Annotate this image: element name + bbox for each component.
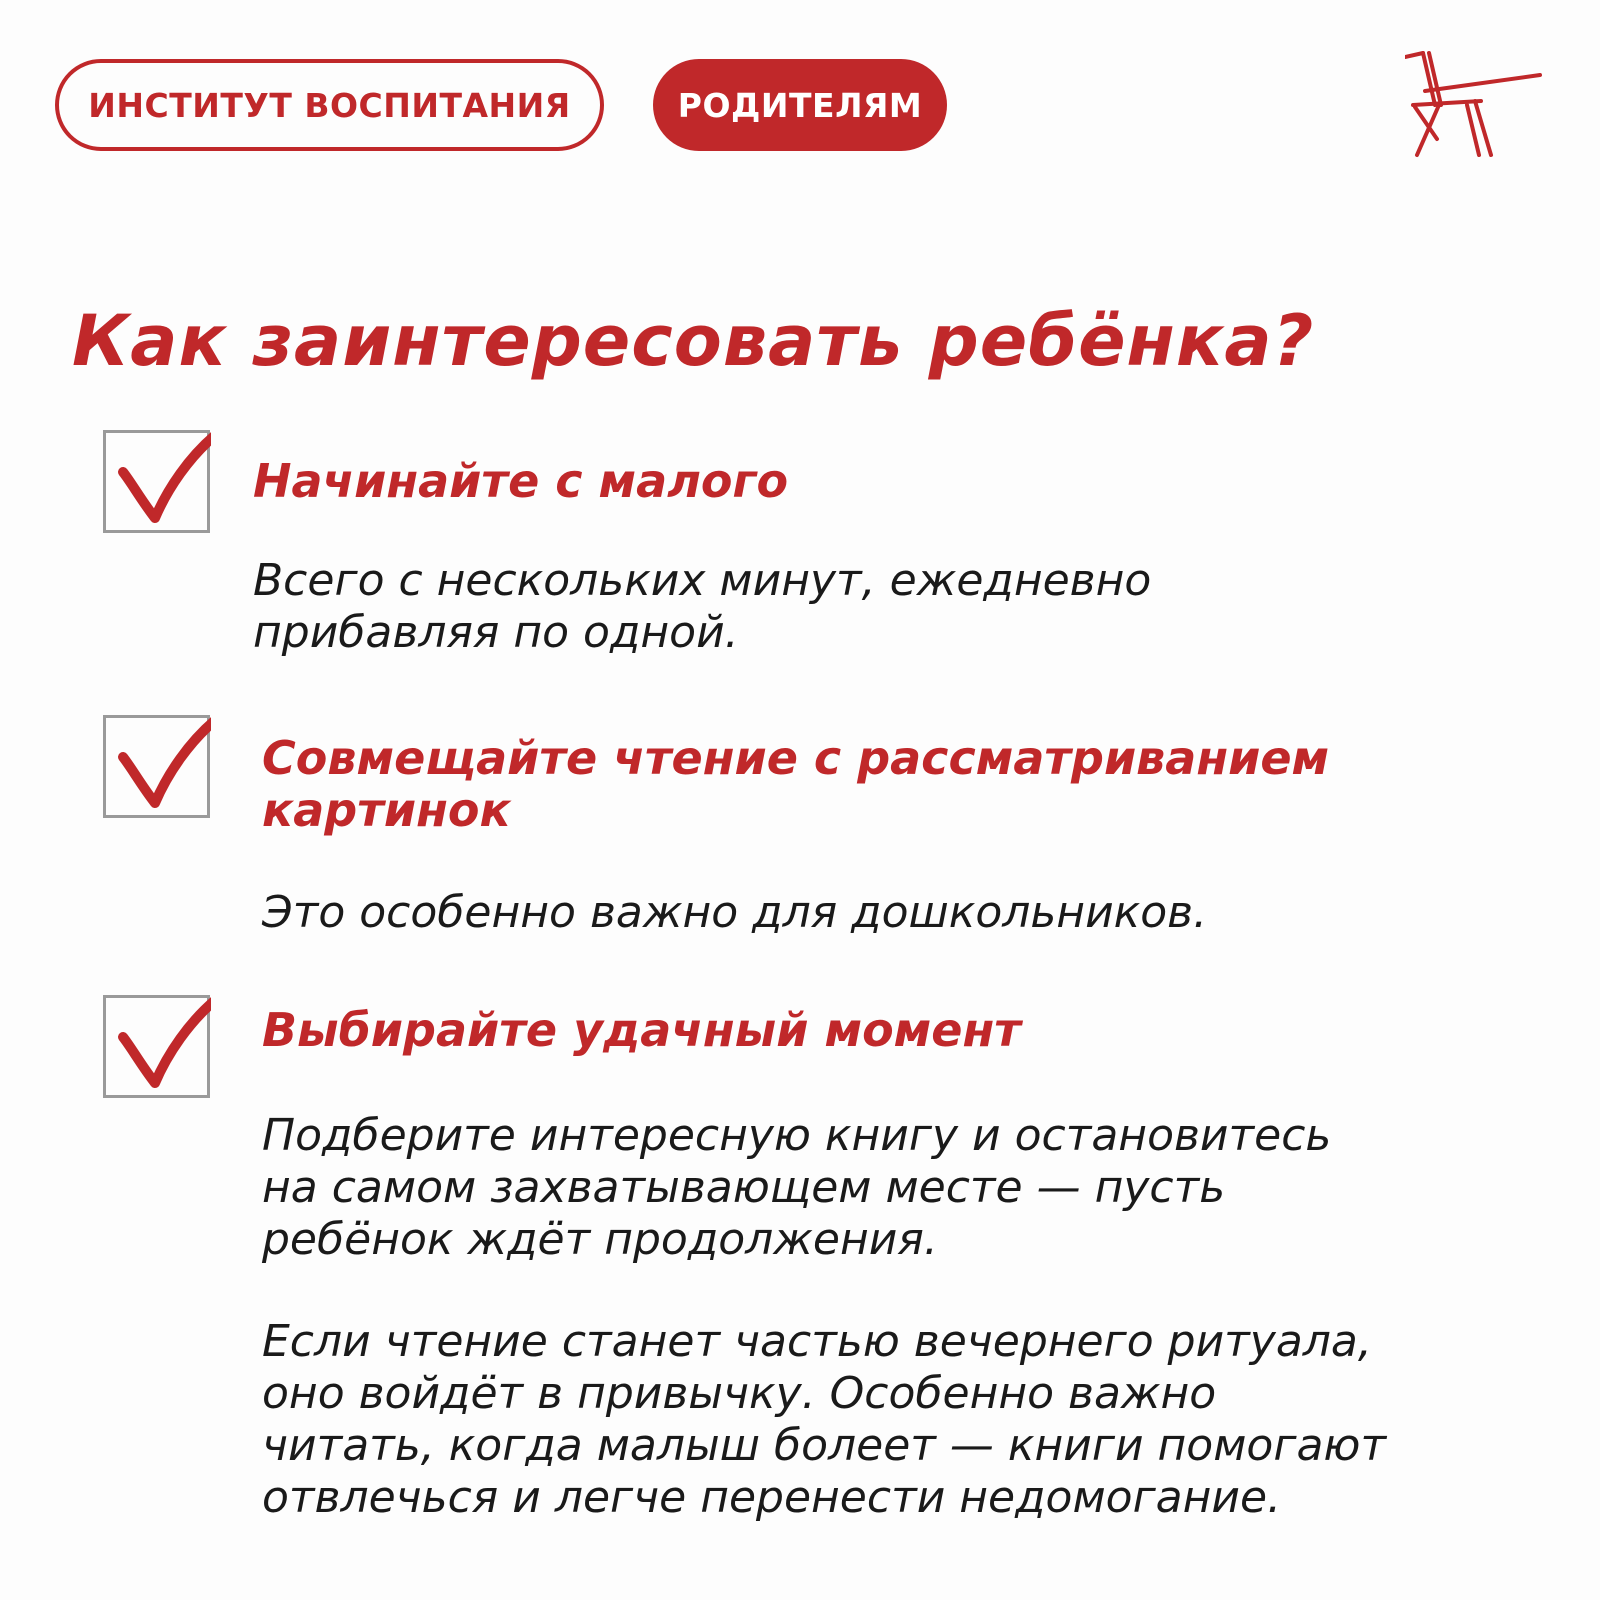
tip-text-pictures: Это особенно важно для дошкольников.: [262, 887, 1208, 938]
checkbox-checked-icon: [103, 715, 211, 819]
checkbox-checked-icon: [103, 995, 211, 1099]
parents-category-badge[interactable]: РОДИТЕЛЯМ: [653, 59, 947, 151]
checkbox-checked-icon: [103, 430, 211, 534]
page-title: Как заинтересовать ребёнка?: [72, 300, 1315, 382]
tip-title-good-moment: Выбирайте удачный момент: [262, 1003, 1021, 1057]
institute-label[interactable]: ИНСТИТУТ ВОСПИТАНИЯ: [55, 59, 604, 151]
chair-logo-icon: [1405, 45, 1545, 165]
tip-title-pictures: Совмещайте чтение с рассматриванием: [262, 731, 1330, 785]
tip-title-pictures-line2: картинок: [262, 783, 511, 837]
tip-title-start-small: Начинайте с малого: [253, 454, 789, 508]
tip-text-good-moment: Подберите интересную книгу и остановитесь на самом захватывающем месте — пусть ребёнок ждёт продолжения.: [262, 1110, 1332, 1265]
tip-text-start-small: Всего с нескольких минут, ежедневно прибавляя по одной.: [253, 555, 1152, 658]
tip-text-evening-ritual: Если чтение станет частью вечернего ритуала, оно войдёт в привычку. Особенно важно читать, когда малыш болеет — книги помогают отвлечься и легче перенести недомогание.: [262, 1316, 1387, 1523]
